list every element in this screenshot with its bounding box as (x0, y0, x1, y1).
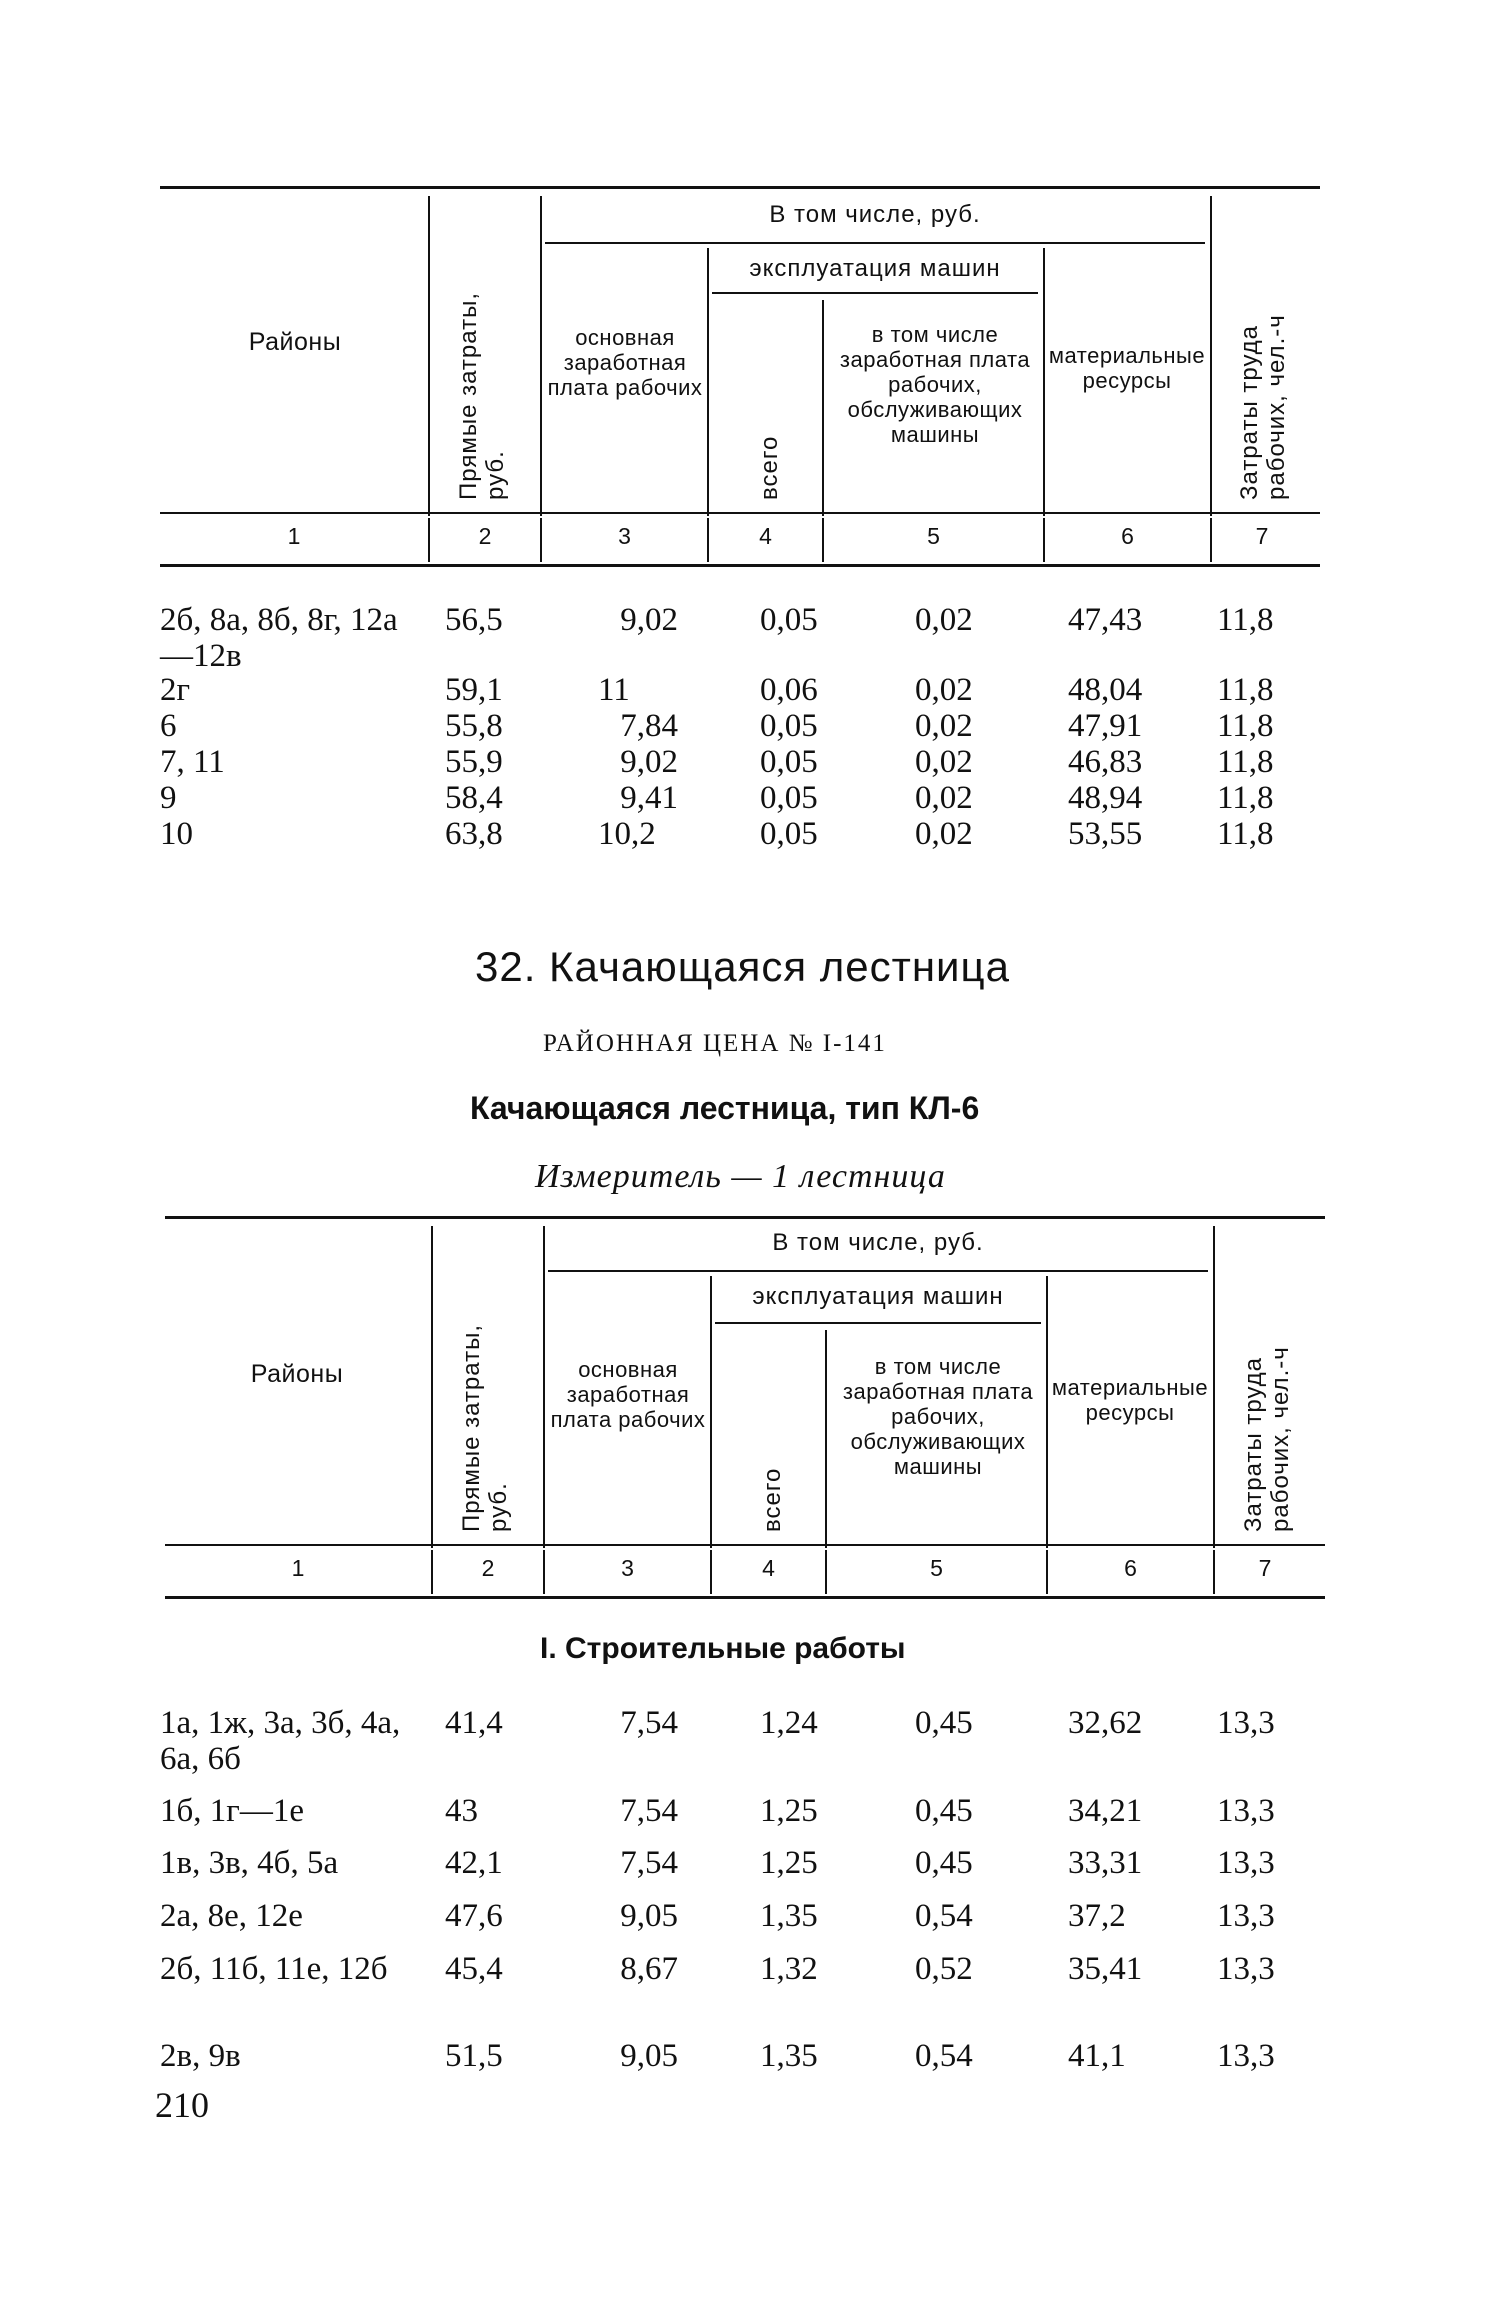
cell-machine-wage: 0,02 (915, 672, 973, 708)
header-num-1: 1 (287, 523, 301, 549)
header-num-7: 7 (1258, 1555, 1272, 1581)
cell-direct: 55,8 (445, 708, 503, 744)
table-row-region: 2б, 8а, 8б, 8г, 12а—12в (160, 602, 398, 674)
cell-labor: 13,3 (1217, 1845, 1275, 1881)
cell-total: 1,35 (760, 2038, 818, 2074)
cell-wage: 11 (598, 672, 630, 708)
header-num-3: 3 (618, 523, 631, 549)
measure-unit: Измеритель — 1 лестница (535, 1158, 946, 1195)
cell-wage: 7,84 (620, 708, 678, 744)
cell-machine-wage: 0,54 (915, 1898, 973, 1934)
cell-total: 1,32 (760, 1951, 818, 1987)
cell-machine-wage: 0,02 (915, 780, 973, 816)
cell-wage: 9,41 (620, 780, 678, 816)
header-labor: Затраты труда рабочих, чел.-ч (1236, 314, 1290, 500)
header-machine-wage: в том числе заработная плата рабочих, обслуживающих машины (842, 1354, 1034, 1479)
header-num-4: 4 (759, 523, 772, 549)
cell-materials: 48,94 (1068, 780, 1143, 816)
cell-direct: 51,5 (445, 2038, 503, 2074)
cell-machine-wage: 0,45 (915, 1793, 973, 1829)
header-materials: материальные ресурсы (1048, 343, 1206, 393)
header-incl: В том числе, руб. (769, 201, 981, 228)
cell-machine-wage: 0,02 (915, 816, 973, 852)
cell-wage: 9,02 (620, 602, 678, 638)
table-row-region: 2г (160, 672, 191, 708)
cell-labor: 11,8 (1217, 708, 1274, 744)
cell-labor: 13,3 (1217, 1898, 1275, 1934)
table-row-region: 9 (160, 780, 177, 816)
header-labor: Затраты труда рабочих, чел.-ч (1240, 1346, 1294, 1532)
header-machines: эксплуатация машин (749, 255, 1001, 282)
cell-machine-wage: 0,02 (915, 602, 973, 638)
cell-materials: 34,21 (1068, 1793, 1143, 1829)
cell-direct: 41,4 (445, 1705, 503, 1741)
header-machine-wage: в том числе заработная плата рабочих, обслуживающих машины (839, 322, 1031, 447)
header-machines: эксплуатация машин (752, 1283, 1004, 1310)
table-row-region: 10 (160, 816, 193, 852)
cell-machine-wage: 0,54 (915, 2038, 973, 2074)
header-materials: материальные ресурсы (1051, 1375, 1209, 1425)
cell-direct: 42,1 (445, 1845, 503, 1881)
cell-materials: 48,04 (1068, 672, 1143, 708)
table-row-region: 2б, 11б, 11е, 12б (160, 1951, 388, 1987)
cell-wage: 9,05 (620, 2038, 678, 2074)
cell-total: 1,24 (760, 1705, 818, 1741)
cell-total: 1,25 (760, 1793, 818, 1829)
cell-direct: 47,6 (445, 1898, 503, 1934)
cell-wage: 7,54 (620, 1793, 678, 1829)
cell-direct: 59,1 (445, 672, 503, 708)
header-incl: В том числе, руб. (772, 1229, 984, 1256)
cell-machine-wage: 0,45 (915, 1845, 973, 1881)
cell-machine-wage: 0,02 (915, 708, 973, 744)
cell-machine-wage: 0,52 (915, 1951, 973, 1987)
header-num-4: 4 (762, 1555, 775, 1581)
header-direct-costs: Прямые затраты, руб. (455, 292, 509, 500)
cell-direct: 56,5 (445, 602, 503, 638)
cell-labor: 11,8 (1217, 602, 1274, 638)
cell-wage: 10,2 (598, 816, 656, 852)
header-wage: основная заработная плата рабочих (547, 325, 703, 400)
table-row-region: 2в, 9в (160, 2038, 241, 2074)
cell-materials: 41,1 (1068, 2038, 1126, 2074)
price-code: РАЙОННАЯ ЦЕНА № I-141 (543, 1030, 887, 1057)
cell-direct: 55,9 (445, 744, 503, 780)
cell-wage: 9,02 (620, 744, 678, 780)
cell-total: 0,05 (760, 602, 818, 638)
cell-total: 0,05 (760, 708, 818, 744)
header-regions: Районы (248, 328, 342, 356)
cell-machine-wage: 0,02 (915, 744, 973, 780)
cell-total: 0,05 (760, 744, 818, 780)
header-num-6: 6 (1124, 1555, 1137, 1581)
header-num-2: 2 (481, 1555, 495, 1581)
cell-total: 1,35 (760, 1898, 818, 1934)
table-row-region: 1а, 1ж, 3а, 3б, 4а, 6а, 6б (160, 1705, 401, 1777)
cell-materials: 35,41 (1068, 1951, 1143, 1987)
cell-machine-wage: 0,45 (915, 1705, 973, 1741)
header-total: всего (756, 435, 783, 500)
cell-wage: 7,54 (620, 1705, 678, 1741)
header-wage: основная заработная плата рабочих (550, 1357, 706, 1432)
subtitle: Качающаяся лестница, тип КЛ-6 (470, 1090, 980, 1126)
cell-materials: 47,43 (1068, 602, 1143, 638)
cell-materials: 32,62 (1068, 1705, 1143, 1741)
header-num-5: 5 (930, 1555, 943, 1581)
cell-direct: 58,4 (445, 780, 503, 816)
cell-wage: 7,54 (620, 1845, 678, 1881)
header-num-3: 3 (621, 1555, 634, 1581)
cell-total: 0,05 (760, 816, 818, 852)
cell-materials: 37,2 (1068, 1898, 1126, 1934)
header-num-5: 5 (927, 523, 940, 549)
cell-materials: 53,55 (1068, 816, 1143, 852)
table-row-region: 1б, 1г—1е (160, 1793, 304, 1829)
cell-labor: 13,3 (1217, 1705, 1275, 1741)
cell-total: 1,25 (760, 1845, 818, 1881)
table-row-region: 7, 11 (160, 744, 225, 780)
table-row-region: 6 (160, 708, 177, 744)
cell-direct: 43 (445, 1793, 478, 1829)
header-num-7: 7 (1255, 523, 1269, 549)
cell-labor: 11,8 (1217, 672, 1274, 708)
table-row-region: 2а, 8е, 12е (160, 1898, 303, 1934)
cell-total: 0,06 (760, 672, 818, 708)
header-regions: Районы (250, 1360, 344, 1388)
cell-direct: 45,4 (445, 1951, 503, 1987)
header-num-6: 6 (1121, 523, 1134, 549)
works-section-title: I. Строительные работы (540, 1632, 906, 1665)
header-direct-costs: Прямые затраты, руб. (458, 1324, 512, 1532)
cell-labor: 13,3 (1217, 1793, 1275, 1829)
cell-labor: 11,8 (1217, 780, 1274, 816)
cell-wage: 8,67 (620, 1951, 678, 1987)
cell-labor: 11,8 (1217, 816, 1274, 852)
cell-total: 0,05 (760, 780, 818, 816)
cell-materials: 46,83 (1068, 744, 1143, 780)
section-title: 32. Качающаяся лестница (475, 943, 1010, 990)
cell-materials: 47,91 (1068, 708, 1143, 744)
header-total: всего (759, 1467, 786, 1532)
cell-wage: 9,05 (620, 1898, 678, 1934)
header-num-2: 2 (478, 523, 492, 549)
page-number: 210 (155, 2085, 209, 2125)
cell-labor: 13,3 (1217, 1951, 1275, 1987)
header-num-1: 1 (291, 1555, 305, 1581)
cell-labor: 11,8 (1217, 744, 1274, 780)
cell-direct: 63,8 (445, 816, 503, 852)
cell-labor: 13,3 (1217, 2038, 1275, 2074)
cell-materials: 33,31 (1068, 1845, 1143, 1881)
table-row-region: 1в, 3в, 4б, 5а (160, 1845, 339, 1881)
